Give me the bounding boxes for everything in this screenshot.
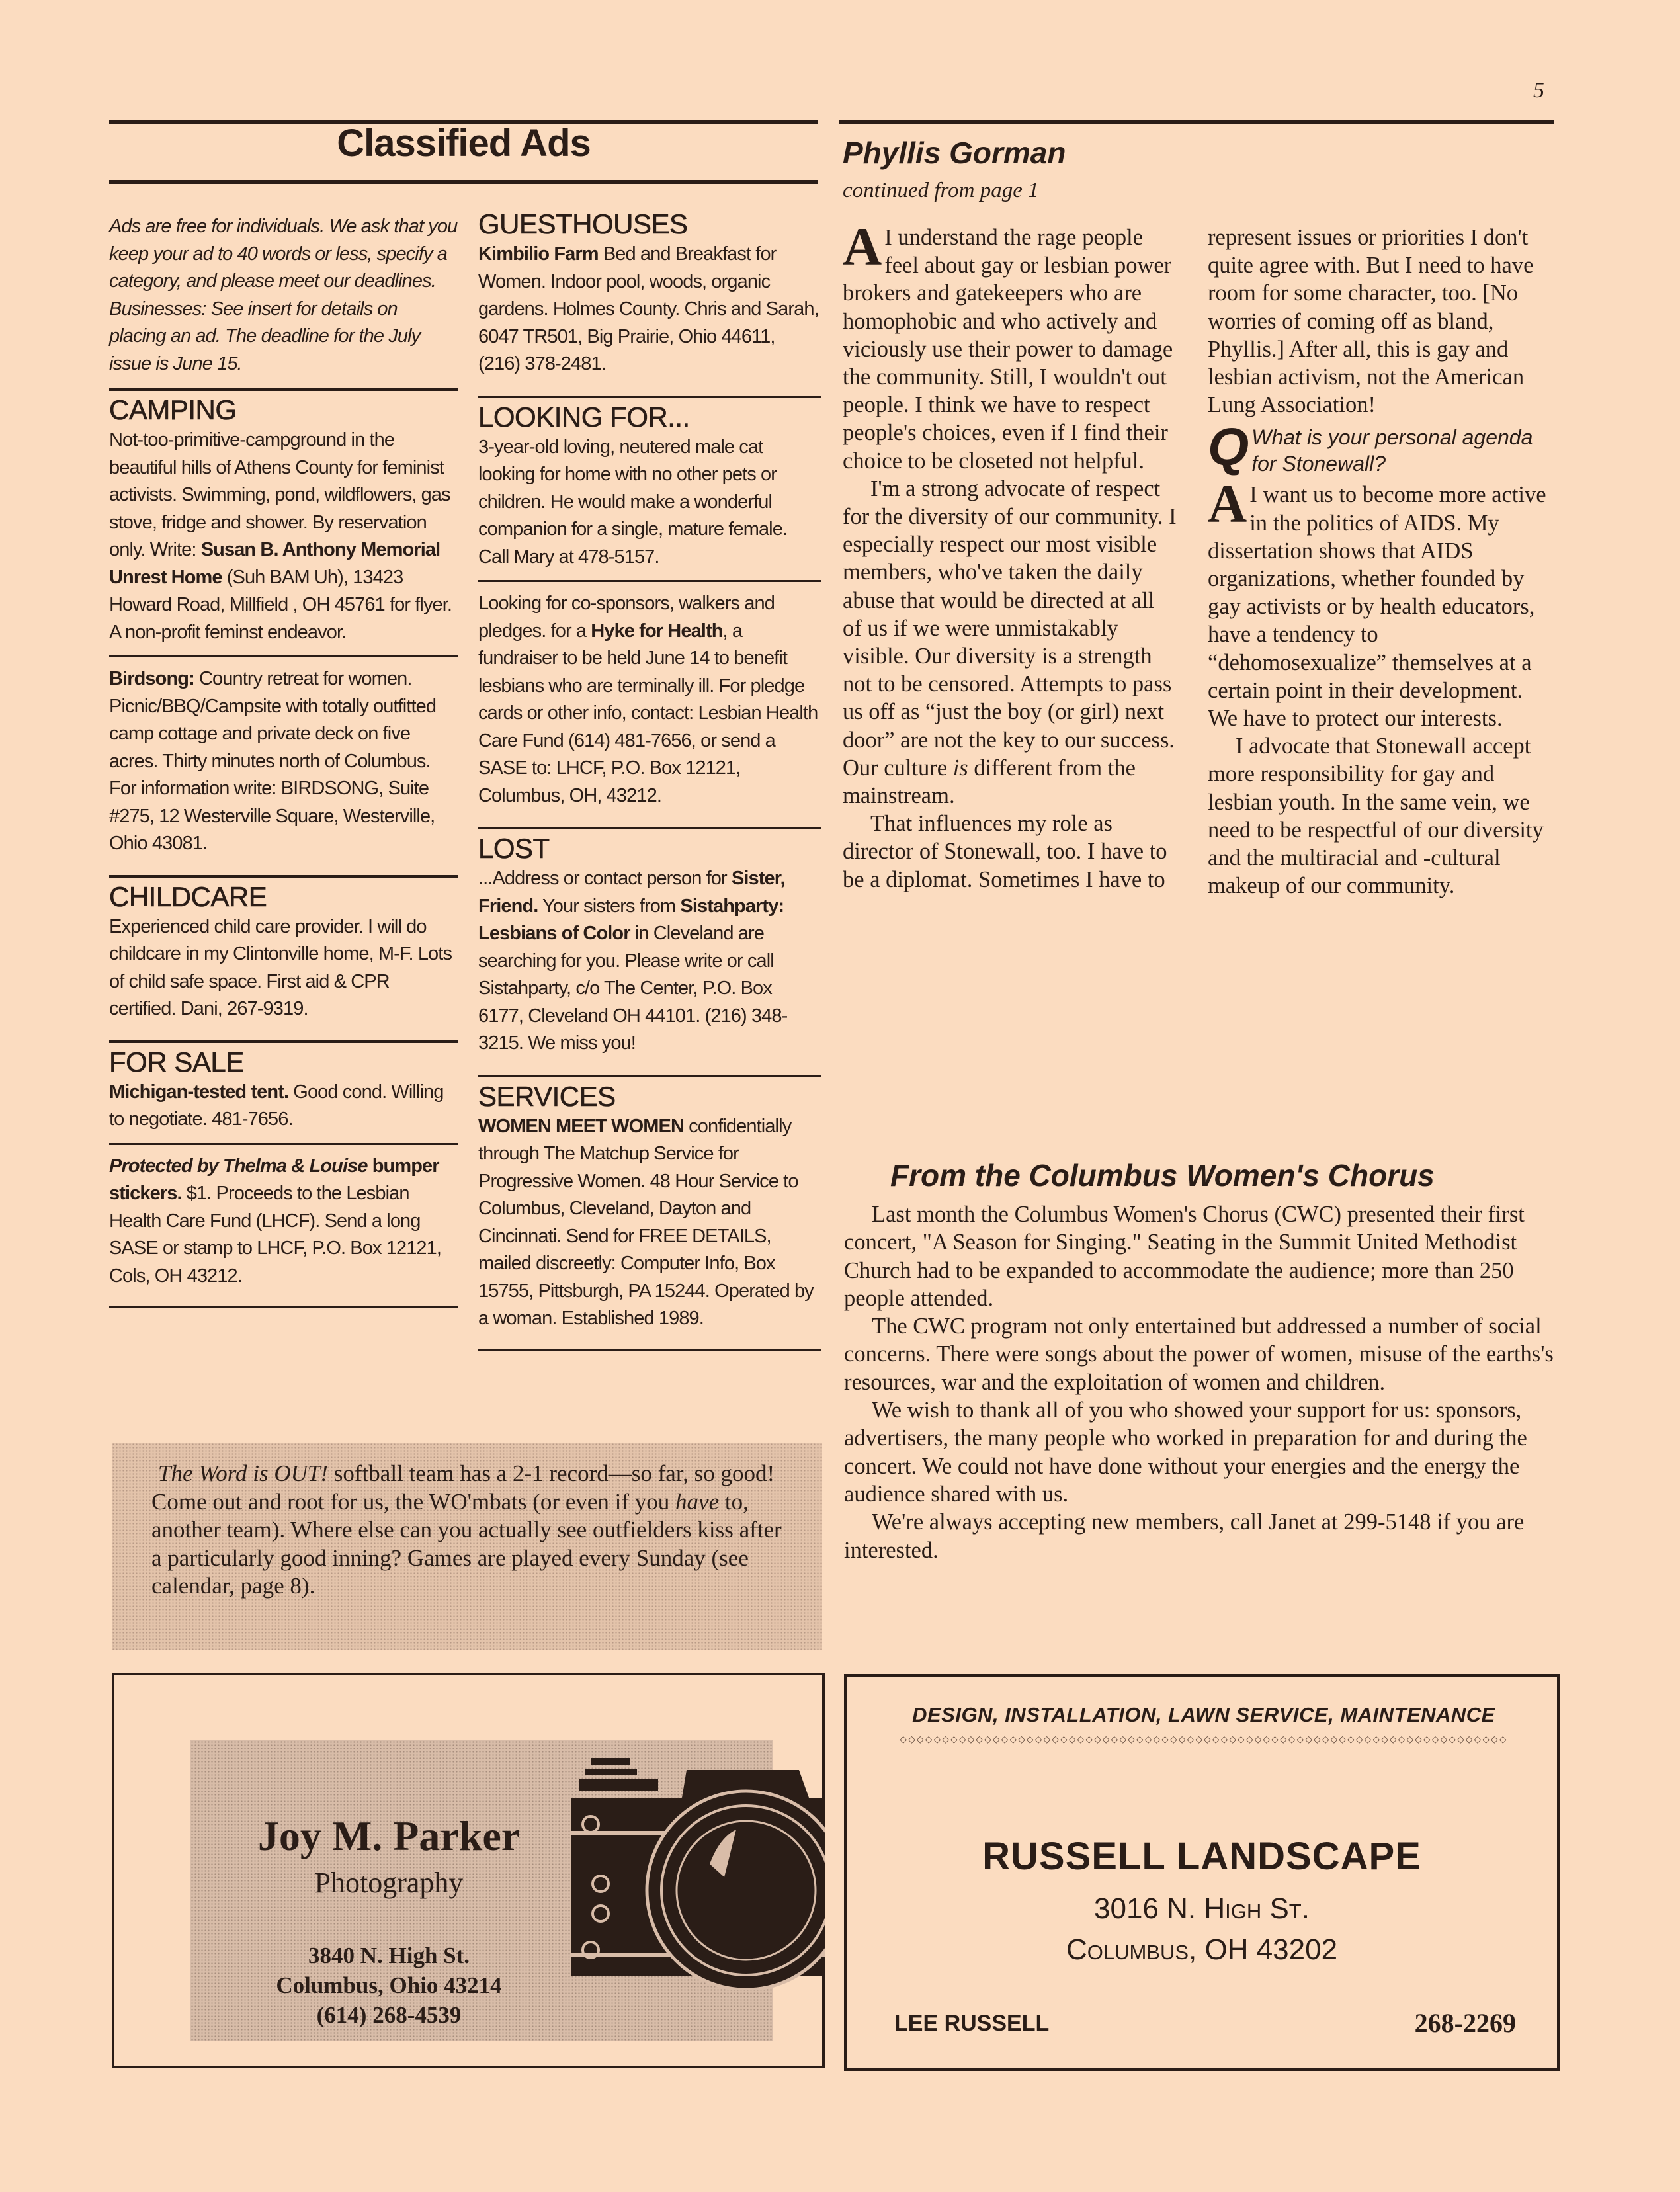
classified-ad [109, 1079, 458, 1140]
text-segment: in Cleveland are searching for you. Please write or call Sistahparty, c/o The Center, P.O. Box 6177, Cleveland OH 44101. (216) 348-3215. We miss you! [478, 923, 788, 1054]
section-heading: GUESTHOUSES [478, 208, 688, 239]
text-segment: different from the mainstream. [843, 755, 1136, 809]
classified-section [109, 875, 458, 1030]
section-rule [478, 1349, 821, 1351]
article-paragraph: I advocate that Stonewall accept more responsibility for gay and lesbian youth. In the same vein, we need to be respectful of our diversity and the multiracial and -cultural makeup of our community. [1208, 734, 1544, 899]
text-segment: softball team has a 2-1 record—so far, so good! Come out and root for us, the WO'mbats (or even if you [151, 1460, 775, 1515]
section-heading: LOOKING FOR... [478, 401, 690, 433]
address-line: Columbus, Ohio 43214 [276, 1972, 502, 1998]
classified-section [109, 1040, 458, 1297]
question: What is your personal agenda for Stonewall? [1251, 425, 1533, 476]
classified-ad [478, 865, 821, 1064]
classified-ad [478, 580, 821, 816]
classified-ad [478, 241, 821, 385]
header-rule [109, 180, 818, 184]
answer-paragraph: I want us to become more active in the politics of AIDS. My dissertation shows that AIDS organizations, whether founded by gay activists or by health educators, have a tendency to “dehomosexualize” themselves at a certain point in their development. We have to protect our interests. [1208, 482, 1546, 732]
text-segment: Country retreat for women. Picnic/BBQ/Campsite with totally outfitted camp cottage and private deck on five acres. Thirty minutes north of Columbus. For information write: BIRDSONG, Suite #275, 12 Westerville Square, Westerville, Ohio 43081. [109, 668, 437, 854]
classified-intro: Ads are free for individuals. We ask that you keep your ad to 40 words or less, specify a category, and please meet our deadlines. [109, 216, 458, 292]
camera-icon [571, 1758, 825, 1990]
classified-ad [109, 913, 458, 1030]
article-continued: continued from page 1 [843, 179, 1039, 202]
text-segment: Hyke for Health [591, 620, 723, 642]
classified-column-2 [478, 205, 821, 1351]
chorus-paragraph: The CWC program not only entertained but addressed a number of social concerns. There were songs about the power of women, misuse of the earths's resources, war and the exploitation of women and children. [844, 1314, 1554, 1395]
text-segment: Susan B. Anthony Memorial Unrest Home [109, 539, 441, 588]
classified-ad [109, 1143, 458, 1297]
classified-section [478, 205, 821, 385]
section-rule [109, 1306, 458, 1308]
classified-title: Classified Ads [337, 122, 591, 165]
classified-ad [109, 427, 458, 653]
business-address [847, 1888, 1557, 1970]
article-column-2 [1208, 224, 1556, 900]
classified-section [109, 388, 458, 864]
section-heading: CAMPING [109, 394, 237, 425]
address-line: 3840 N. High St. [308, 1943, 470, 1968]
softball-notice [112, 1443, 822, 1650]
text-segment: 3-year-old loving, neutered male cat looking for home with no other pets or children. He would make a wonderful companion for a single, mature female. Call Mary at 478-5157. [478, 436, 788, 568]
classified-section [478, 1075, 821, 1339]
chorus-article [844, 1201, 1556, 1564]
text-segment: Experienced child care provider. I will do childcare in my Clintonville home, M-F. Lots of child safe space. First aid & CPR certified. Dani, 267-9319. [109, 915, 452, 1019]
address-line: Columbus, OH 43202 [1066, 1933, 1338, 1966]
chorus-paragraph: We're always accepting new members, call Janet at 299-5148 if you are interested. [844, 1509, 1525, 1563]
text-segment: Sister, Friend. [478, 868, 785, 917]
text-segment: , a fundraiser to be held June 14 to benefit lesbians who are terminally ill. For pledge cards or other info, contact: Lesbian Health Care Fund (614) 481-7656, or send a SASE to: LHCF, P.O. Box 12121, Columbus, OH, 43212. [478, 620, 818, 806]
section-heading: CHILDCARE [109, 880, 267, 912]
business-name: RUSSELL LANDSCAPE [982, 1835, 1421, 1878]
text-segment: Good cond. Willing to negotiate. 481-7656. [109, 1081, 444, 1130]
ad-subtitle: Photography [314, 1867, 464, 1899]
text-segment: (Suh BAM Uh), 13423 Howard Road, Millfield , OH 45761 for flyer. A non-profit feminst endeavor. [109, 566, 452, 643]
article-paragraph: That influences my role as director of Stonewall, too. I have to be a diplomat. Sometimes I have to [843, 811, 1167, 892]
chorus-paragraph: We wish to thank all of you who showed your support for us: sponsors, advertisers, the many people who worked in preparation for and during the concert. We could not have done without your energies and the energy the audience shared with us. [844, 1398, 1527, 1507]
text-segment: is [952, 755, 968, 780]
address-line: 3016 N. High St. [1094, 1892, 1310, 1925]
article-column-1 [843, 216, 1177, 894]
services-line: DESIGN, INSTALLATION, LAWN SERVICE, MAINTENANCE [912, 1703, 1495, 1726]
drop-cap: A [1208, 474, 1247, 534]
ad-address [190, 1941, 587, 2030]
classified-sections [478, 205, 821, 1351]
article-paragraph [843, 476, 1177, 808]
text-segment: Protected by Thelma & Louise [109, 1155, 368, 1177]
softball-text [151, 1460, 782, 1599]
classified-ad [109, 655, 458, 864]
text-segment: have [675, 1488, 720, 1515]
text-segment: The Word is OUT! [158, 1460, 329, 1486]
chorus-title: From the Columbus Women's Chorus [890, 1158, 1435, 1193]
contact-name: LEE RUSSELL [894, 2011, 1050, 2036]
decorative-dots: ◇◇◇◇◇◇◇◇◇◇◇◇◇◇◇◇◇◇◇◇◇◇◇◇◇◇◇◇◇◇◇◇◇◇◇◇◇◇◇◇◇◇◇◇◇◇◇◇◇◇◇◇◇◇◇◇◇◇◇◇◇◇◇◇◇◇◇◇◇◇◇◇ [900, 1734, 1508, 1744]
photography-ad [112, 1673, 825, 2068]
drop-cap: A [843, 216, 882, 276]
text-segment: Not-too-primitive-campground in the beautiful hills of Athens County for feminist activists. Swimming, pond, wildflowers, gas stove, fridge and shower. By reservation only. Write: [109, 429, 450, 560]
text-segment: I'm a strong advocate of respect for the diversity of our community. I especially respect our most visible members, who've taken the daily abuse that would be directed at all of us if we were unmistakably visible. Our diversity is a strength not to be censored. Attempts to pass us off as “just the boy (or girl) next door” are not the key to our success. Our culture [843, 476, 1177, 780]
classified-ad [478, 1113, 821, 1339]
classified-ad [478, 434, 821, 578]
header-rule [839, 120, 1554, 124]
phone: (614) 268-4539 [316, 2002, 462, 2028]
page-number: 5 [1533, 78, 1544, 103]
text-segment: Sistahparty: Lesbians of Color [478, 895, 784, 944]
text-segment: Bed and Breakfast for Women. Indoor pool, woods, organic gardens. Holmes County. Chris and Sarah, 6047 TR501, Big Prairie, Ohio 44611, (216) 378-2481. [478, 243, 819, 374]
section-heading: LOST [478, 833, 550, 864]
text-segment: Birdsong: [109, 668, 194, 689]
classified-section [478, 827, 821, 1064]
text-segment: to, another team). Where else can you actually see outfielders kiss after a particularly good inning? Games are played every Sunday (see calendar, page 8). [151, 1488, 782, 1599]
classified-column-1 [109, 213, 458, 1308]
text-segment: ...Address or contact person for [478, 868, 732, 889]
text-segment: Michigan-tested tent. [109, 1081, 289, 1103]
text-segment: Looking for co-sponsors, walkers and pledges. for a [478, 593, 775, 642]
section-heading: SERVICES [478, 1080, 616, 1112]
text-segment: confidentially through The Matchup Service for Progressive Women. 48 Hour Service to Columbus, Cleveland, Dayton and Cincinnati. Send for FREE DETAILS, mailed discreetly: Computer Info, Box 15755, Pittsburgh, PA 15244. Operated by a woman. Established 1989. [478, 1115, 814, 1329]
question-drop-cap: Q [1208, 417, 1249, 477]
article-paragraph: represent issues or priorities I don't quite agree with. But I need to have room for some character, too. [No worries of coming off as bland, Phyllis.] After all, this is gay and lesbian activism, not the American Lung Association! [1208, 225, 1534, 418]
text-segment: Your sisters from [538, 895, 681, 917]
answer-paragraph: I understand the rage people feel about gay or lesbian power brokers and gatekeepers who are homophobic and who actively and viciously use their power to damage the community. Still, I wouldn't out people. I think we have to respect people's choices, even if I find their choice to be closeted not helpful. [843, 225, 1173, 474]
text-segment: Kimbilio Farm [478, 243, 599, 265]
text-segment: WOMEN MEET WOMEN [478, 1115, 685, 1137]
text-segment: $1. Proceeds to the Lesbian Health Care Fund (LHCF). Send a long SASE or stamp to LHCF, P.O. Box 12121, Cols, OH 43212. [109, 1183, 442, 1286]
classified-intro-business: Businesses: See insert for details on placing an ad. The deadline for the July issue is June 15. [109, 298, 421, 374]
phone: 268-2269 [1414, 2008, 1516, 2038]
chorus-paragraph: Last month the Columbus Women's Chorus (CWC) presented their first concert, "A Season for Singing." Seating in the Summit United Methodist Church had to be expanded to accommodate the audience; more than 250 people attended. [844, 1202, 1525, 1311]
section-heading: FOR SALE [109, 1046, 244, 1077]
article-title: Phyllis Gorman [843, 136, 1066, 170]
text-segment: bumper stickers. [109, 1155, 439, 1204]
classified-sections [109, 388, 458, 1308]
landscape-ad [844, 1674, 1560, 2071]
classified-section [478, 396, 821, 817]
photographer-name: Joy M. Parker [257, 1812, 521, 1859]
